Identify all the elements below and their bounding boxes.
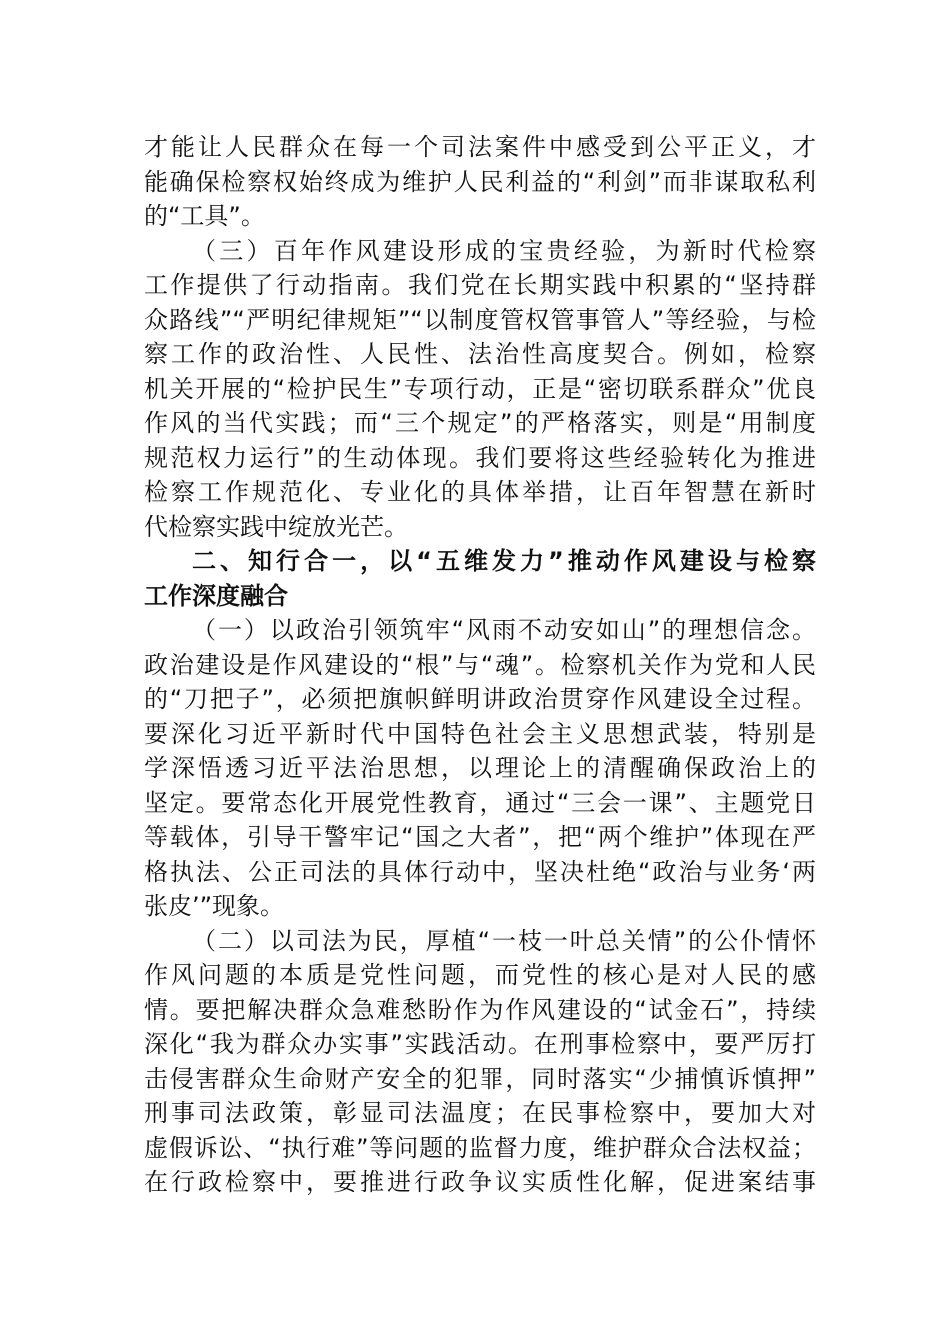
paragraph-continuation	[144, 130, 816, 234]
text-line: 深化“我为群众办实事”实践活动。在刑事检察中，要严厉打	[144, 1030, 816, 1058]
text-line: 在行政检察中，要推进行政争议实质性化解，促进案结事	[144, 1168, 816, 1196]
heading-line: 二、知行合一，以“五维发力”推动作风建设与检察	[192, 547, 816, 575]
text-line: 刑事司法政策，彰显司法温度；在民事检察中，要加大对	[144, 1099, 816, 1127]
text-line: 等载体，引导干警牢记“国之大者”，把“两个维护”体现在严	[144, 823, 816, 851]
text-line: 虚假诉讼、“执行难”等问题的监督力度，维护群众合法权益；	[144, 1133, 816, 1162]
text-line: 张皮’”现象。	[144, 892, 285, 920]
heading-line: 工作深度融合	[144, 581, 288, 610]
text-line: 要深化习近平新时代中国特色社会主义思想武装，特别是	[144, 719, 816, 748]
text-line: 的“工具”。	[144, 202, 265, 230]
text-line: 能确保检察权始终成为维护人民利益的“利剑”而非谋取私利	[144, 167, 816, 196]
text-line: （三）百年作风建设形成的宝贵经验，为新时代检察	[192, 236, 816, 265]
text-line: （二）以司法为民，厚植“一枝一叶总关情”的公仆情怀	[192, 926, 816, 955]
text-line: 作风问题的本质是党性问题，而党性的核心是对人民的感	[144, 961, 816, 989]
paragraph-section-3	[144, 234, 816, 545]
text-line: 政治建设是作风建设的“根”与“魂”。检察机关作为党和人民	[144, 650, 816, 679]
text-line: 才能让人民群众在每一个司法案件中感受到公平正义，才	[144, 133, 816, 161]
text-line: 格执法、公正司法的具体行动中，坚决杜绝“政治与业务‘两	[144, 857, 816, 886]
section-heading-part-2	[144, 544, 816, 613]
text-line: 众路线”“严明纪律规矩”“以制度管权管事管人”等经验，与检	[144, 305, 816, 334]
text-line: 检察工作规范化、专业化的具体举措，让百年智慧在新时	[144, 478, 816, 506]
text-line: 机关开展的“检护民生”专项行动，正是“密切联系群众”优良	[144, 374, 816, 403]
text-line: 规范权力运行”的生动体现。我们要将这些经验转化为推进	[144, 443, 816, 472]
text-line: 坚定。要常态化开展党性教育，通过“三会一课”、主题党日	[144, 788, 816, 817]
text-line: 情。要把解决群众急难愁盼作为作风建设的“试金石”，持续	[144, 995, 816, 1024]
text-line: 的“刀把子”，必须把旗帜鲜明讲政治贯穿作风建设全过程。	[144, 685, 816, 713]
paragraph-part2-item-1	[144, 613, 816, 924]
paragraph-part2-item-2	[144, 924, 816, 1200]
text-line: 代检察实践中绽放光芒。	[144, 512, 408, 541]
text-line: 击侵害群众生命财产安全的犯罪，同时落实“少捕慎诉慎押”	[144, 1064, 816, 1093]
text-line: 察工作的政治性、人民性、法治性高度契合。例如，检察	[144, 340, 816, 368]
body-text	[144, 130, 816, 1200]
text-line: 工作提供了行动指南。我们党在长期实践中积累的“坚持群	[144, 271, 816, 299]
text-line: 作风的当代实践；而“三个规定”的严格落实，则是“用制度	[144, 409, 816, 437]
text-line: （一）以政治引领筑牢“风雨不动安如山”的理想信念。	[192, 616, 816, 644]
text-line: 学深悟透习近平法治思想，以理论上的清醒确保政治上的	[144, 754, 816, 782]
